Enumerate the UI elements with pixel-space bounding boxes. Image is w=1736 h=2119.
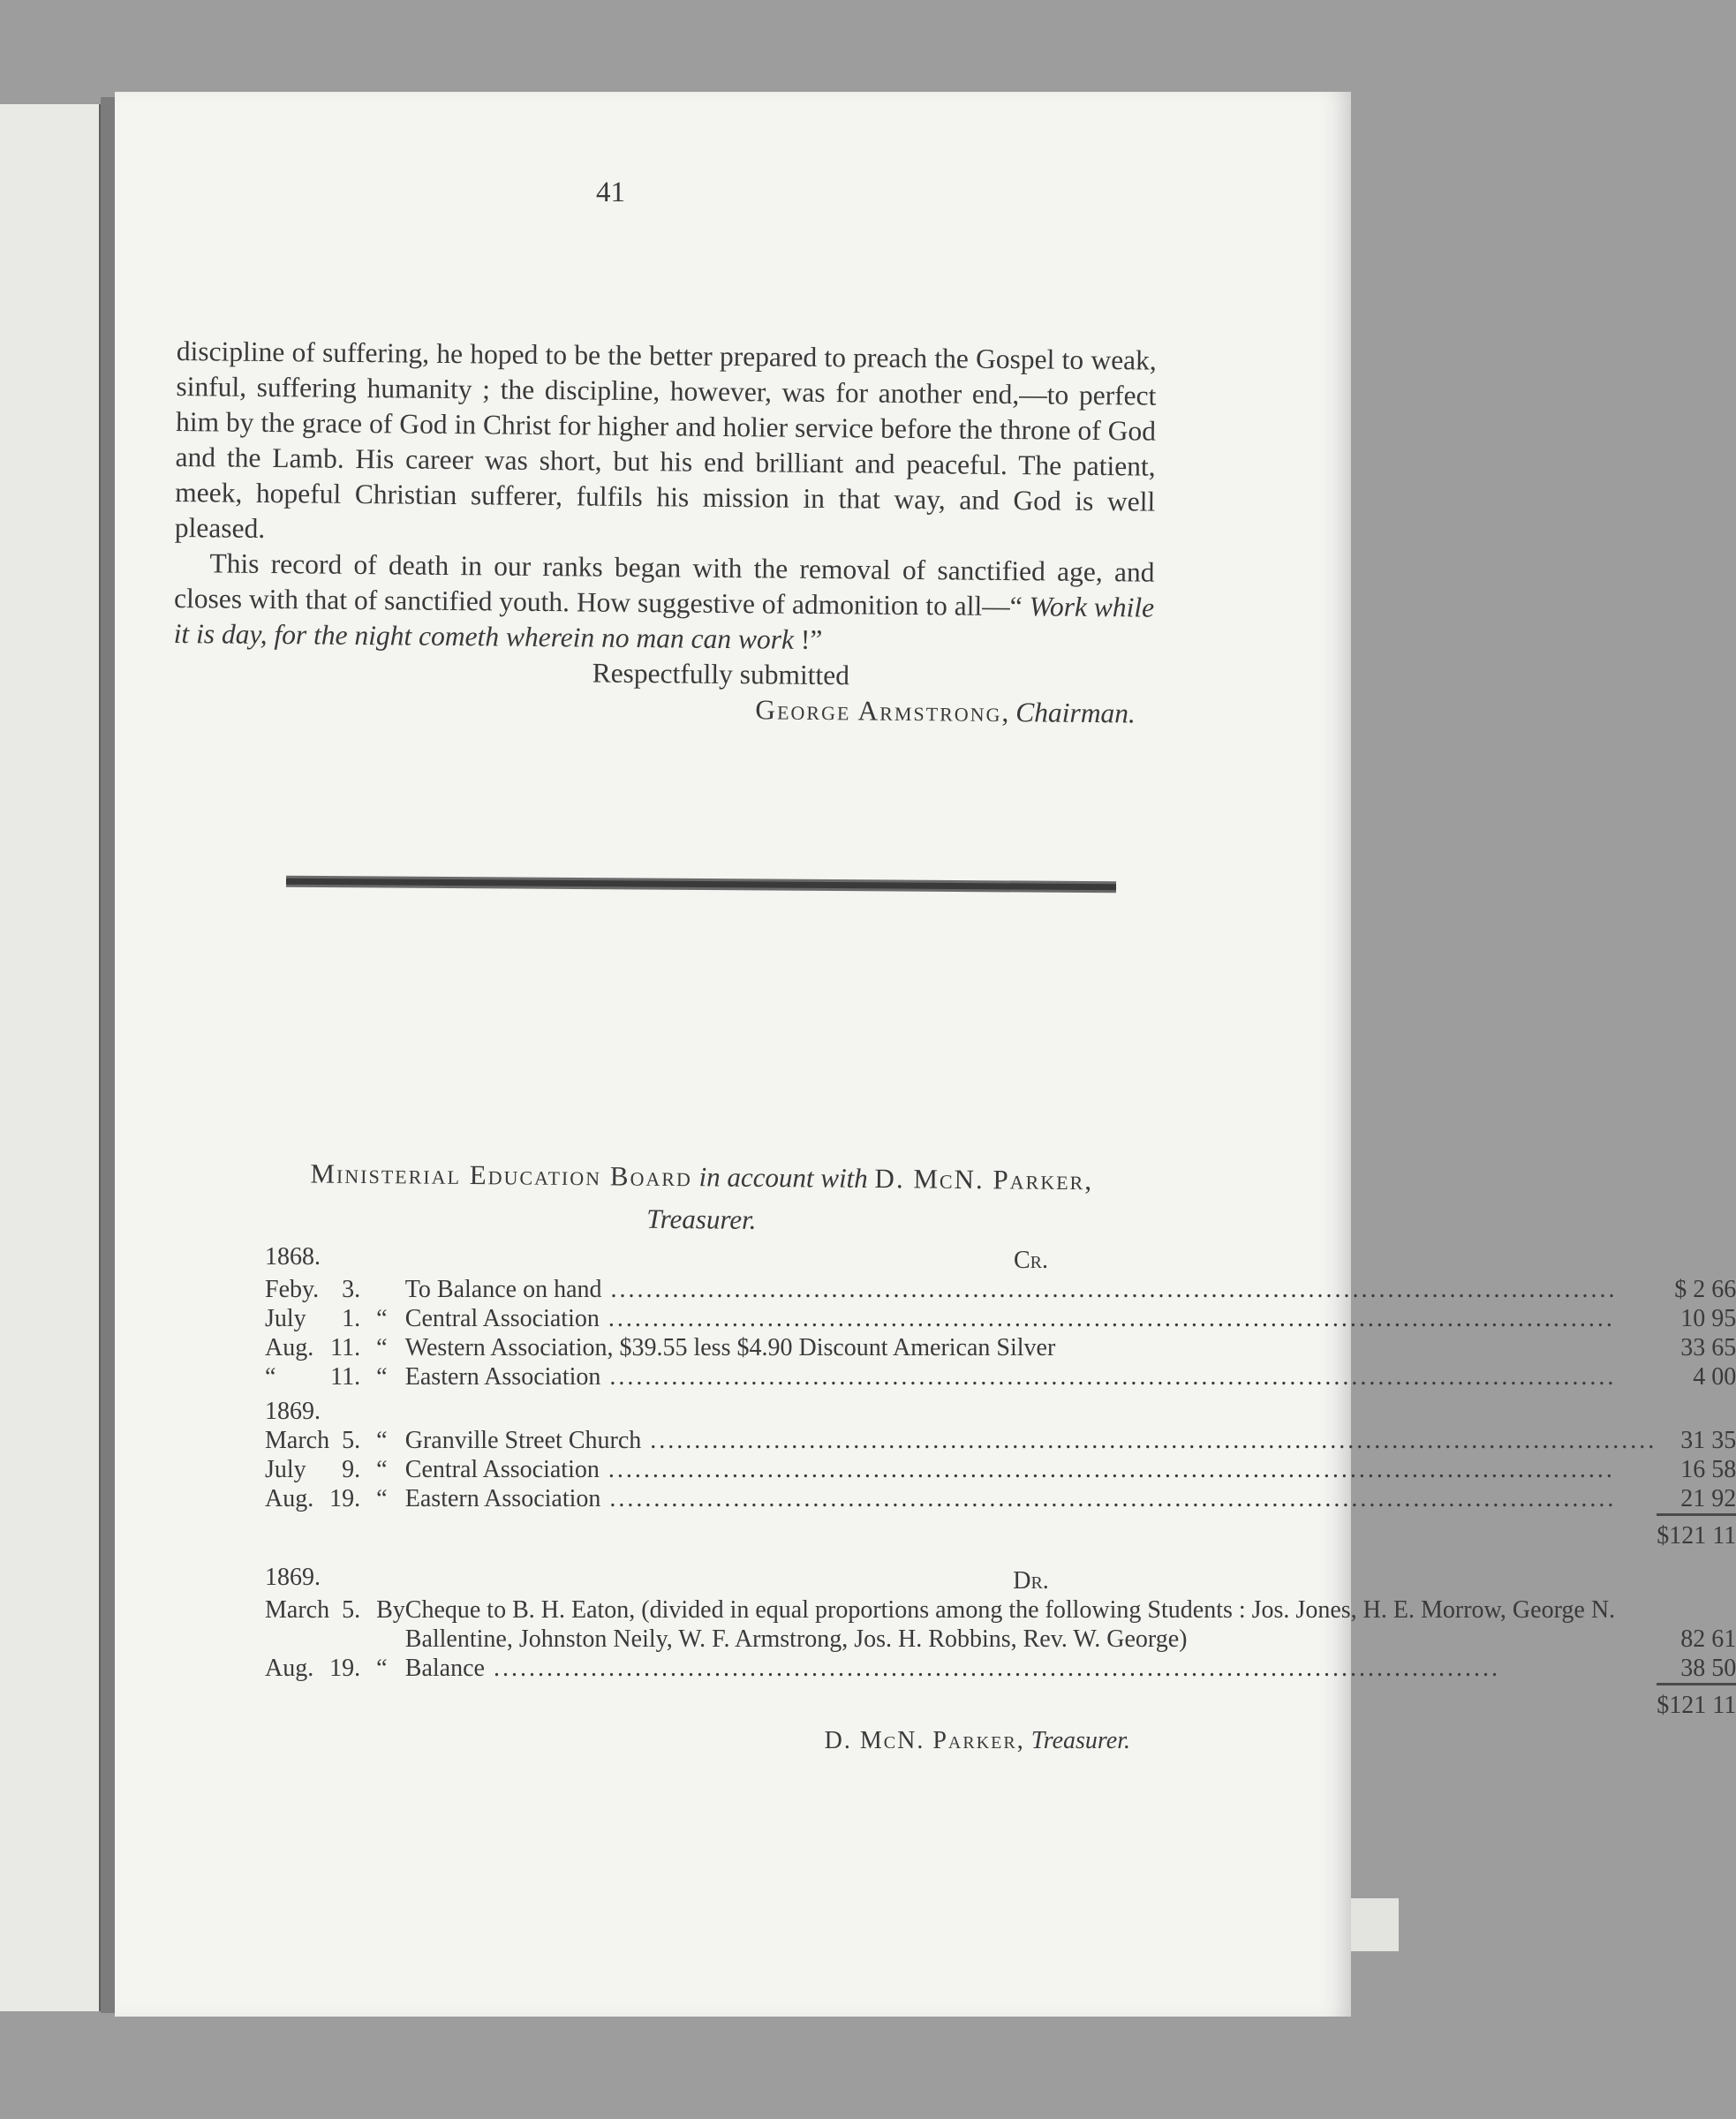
entry-amount: $ 2 66 [1674,1276,1736,1303]
signer-title: Chairman. [1015,697,1136,729]
ledger-table [265,1242,1736,1720]
table-row [265,1304,1736,1333]
credit-year-2: 1869. [265,1398,321,1425]
paragraph-2 [174,546,1155,661]
entry-amount: 38 50 [1680,1655,1736,1682]
entry-day: 3. [342,1276,361,1303]
entry-day: 19. [329,1655,361,1682]
paragraph-1: discipline of suffering, he hoped to be the better prepared to preach the Gospel to weak, sinful, suffering humanity ; the discipline, however, was for another end,—to perfect him by the grace of God in Christ for higher and holier service before the throne of God and the Lamb. His career was short, but his end brilliant and peaceful. The patient, meek, hopeful Christian sufferer, fulfils his mission in that way, and God is well pleased. [174,335,1157,544]
page-edge-strip [1351,1898,1399,1951]
report-text [173,334,1157,732]
debit-total-row [265,1685,1736,1721]
treasurer-name: D. McN. Parker, [824,1727,1025,1754]
debit-year: 1869. [265,1564,321,1591]
entry-day: 19. [329,1485,361,1512]
entry-description: To Balance on hand ..... [405,1276,1618,1303]
paragraph-2-end: !” [793,623,823,656]
entry-amount: 31 35 [1680,1427,1736,1454]
entry-mark: By [376,1596,405,1624]
entry-month: July [265,1456,306,1483]
facing-page-edge [0,104,102,2011]
table-row [265,1654,1736,1685]
entry-amount: 21 92 [1680,1485,1736,1512]
table-row [265,1333,1736,1362]
entry-month: Aug. [265,1485,314,1512]
entry-mark: “ [376,1485,388,1512]
credit-total-row [265,1515,1736,1551]
entry-day: 11. [330,1363,361,1391]
entry-description: Central Association ..... [405,1456,1615,1483]
entry-day: 9. [342,1456,361,1483]
entry-mark: “ [376,1456,388,1483]
closing-line: Respectfully submitted [592,657,850,691]
account-title-connector: in account with [698,1161,868,1194]
entry-amount: 4 00 [1693,1363,1736,1391]
entry-month: March [265,1596,330,1624]
signature: George Armstrong, Chairman. [755,694,1136,729]
entry-month: Feby. [265,1276,320,1303]
entry-day: 1. [342,1305,361,1332]
account-title-treasurer-role: Treasurer. [646,1203,757,1235]
scripture-quote: Work while it is day, for the night cometh wherein no man can work [173,591,1155,655]
table-row [265,1455,1736,1484]
debit-total: $121 11 [1657,1685,1736,1721]
credit-year-1: 1868. [265,1243,321,1271]
account-statement [265,1152,1736,1780]
entry-description: Eastern Association ..... [405,1363,1617,1391]
debit-heading-row [265,1563,1736,1595]
entry-day: 5. [342,1596,361,1624]
entry-description: Eastern Association ..... [405,1485,1617,1512]
table-row [265,1484,1736,1515]
entry-amount: 82 61 [1680,1625,1736,1653]
entry-description: Western Association, $39.55 less $4.90 Discount American Silver [404,1334,1056,1361]
entry-description: Granville Street Church ..... [405,1427,1657,1454]
account-title-board: Ministerial Education Board [310,1158,693,1193]
entry-description: Cheque to B. H. Eaton, (divided in equal proportions among the following Students : Jos. Jones, H. E. Morrow, George N. Ballentine, Johnston Neily, W. F. Armstrong, Jos. H. Robbins, Rev. W. George) [404,1596,1616,1653]
treasurer-title: Treasurer. [1030,1727,1130,1754]
entry-month: “ [265,1363,276,1391]
treasurer-signature [265,1727,1139,1755]
entry-month: Aug. [265,1334,314,1361]
debit-heading: Dr. [1013,1567,1049,1595]
table-row [265,1362,1736,1391]
entry-month: March [265,1427,330,1454]
entry-day: 11. [330,1334,361,1361]
credit-total: $121 11 [1657,1515,1736,1551]
entry-month: Aug. [265,1655,314,1682]
credit-heading-row [265,1242,1736,1275]
entry-mark: “ [376,1655,388,1682]
entry-month: July [265,1305,306,1332]
account-title-treasurer-name: D. McN. Parker, [874,1163,1094,1196]
signer-name: George Armstrong [755,694,1002,728]
entry-mark [376,1275,405,1304]
entry-mark: “ [376,1334,388,1361]
credit-year-row [265,1391,1736,1426]
account-title [264,1152,1139,1245]
entry-amount: 10 95 [1680,1305,1736,1332]
table-row [265,1595,1736,1654]
entry-day: 5. [342,1427,361,1454]
entry-amount: 33 65 [1680,1334,1736,1361]
entry-amount: 16 58 [1680,1456,1736,1483]
paragraph-2-text: This record of death in our ranks began with the removal of sanctified age, and closes with that of sanctified youth. How suggestive of admonition to all—“ [173,547,1155,622]
entry-description: Central Association ..... [405,1305,1615,1332]
book-gutter [101,97,115,2013]
entry-mark: “ [376,1363,388,1391]
table-row [265,1275,1736,1304]
table-row [265,1426,1736,1455]
entry-mark: “ [376,1305,388,1332]
credit-heading: Cr. [1014,1247,1049,1274]
entry-description: Balance ..... [405,1655,1500,1682]
entry-mark: “ [376,1427,388,1454]
page-number: 41 [596,177,625,208]
